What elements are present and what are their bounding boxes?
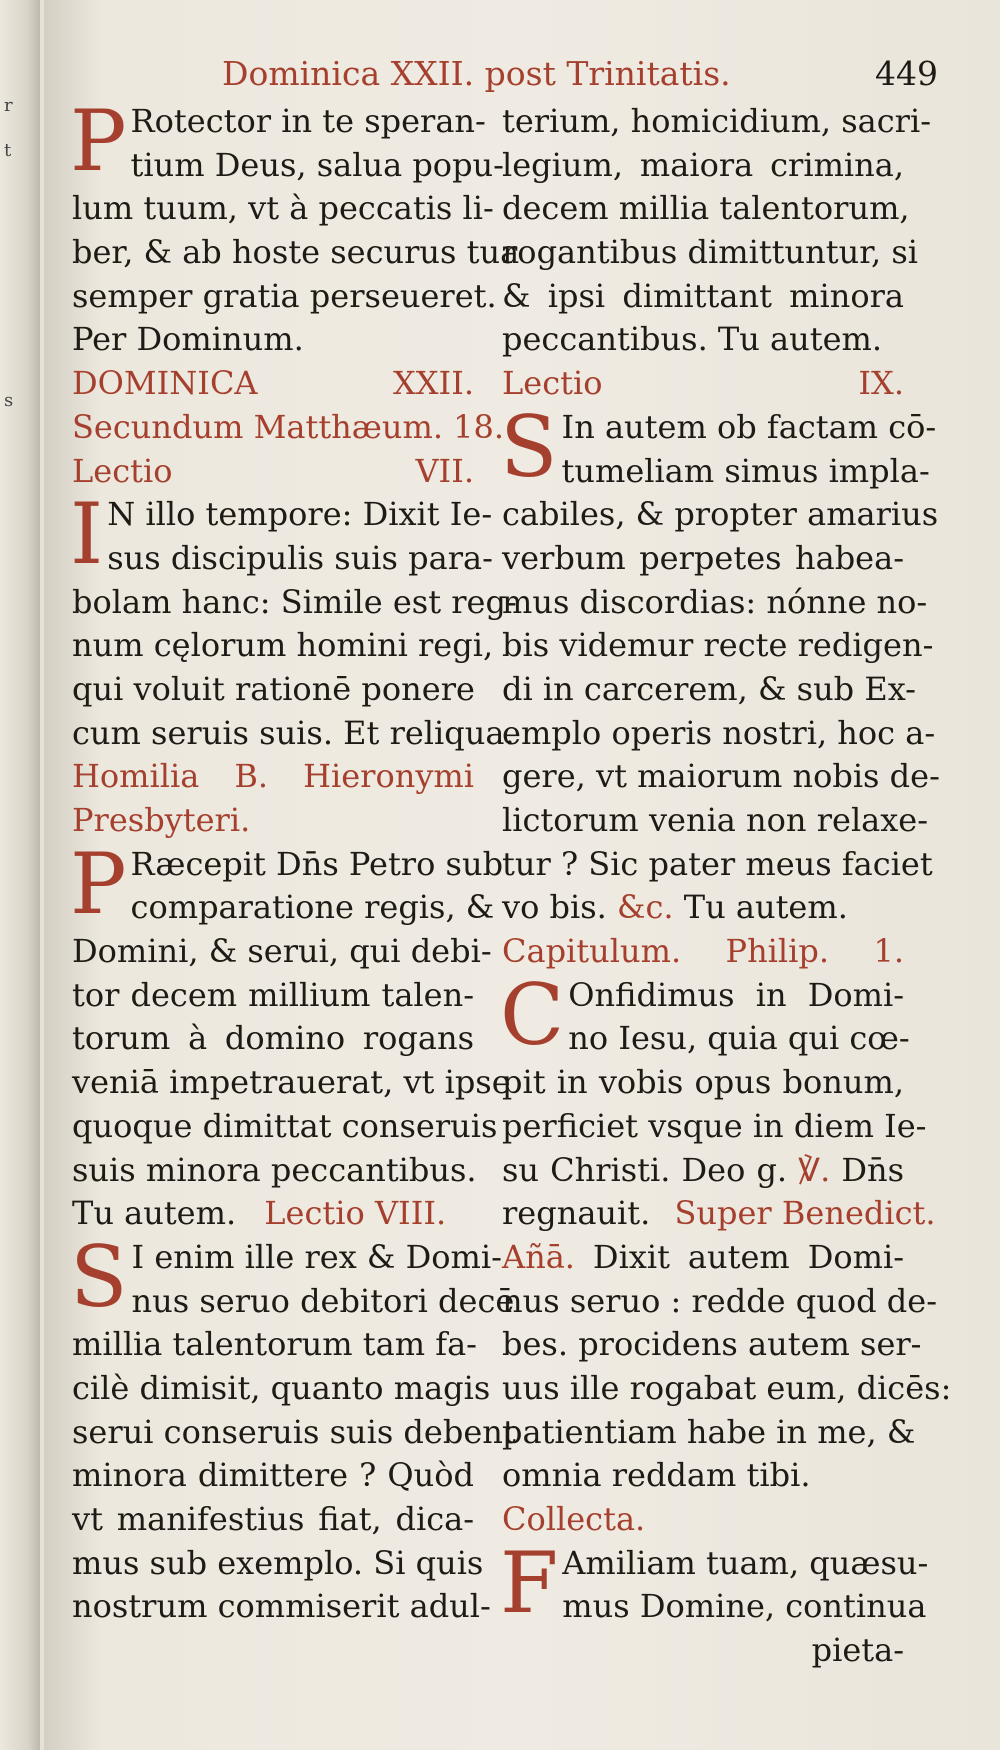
text-line: peccantibus. Tu autem. [502, 320, 883, 359]
lectio-viii-heading: Lectio VIII. [264, 1194, 447, 1233]
catchword: pieta- [811, 1631, 904, 1670]
text-line: legium, maiora crimina, [502, 145, 904, 184]
lectio-viii-paragraph [70, 1227, 516, 1629]
text-line: cum seruis suis. Et reliqua. [72, 713, 515, 752]
drop-initial: S [70, 1227, 128, 1326]
capitulum-heading: Capitulum. Philip. 1. [502, 932, 904, 971]
text-line: nus seruo : redde quod de- [502, 1281, 938, 1320]
text-line: serui conseruis suis debent [72, 1412, 516, 1451]
text-line: terium, homicidium, sacri- [502, 102, 932, 140]
tu-autem: Tu autem. [72, 1194, 237, 1233]
left-column [70, 92, 520, 1629]
text-line: quoque dimittat conseruis [72, 1106, 498, 1145]
homilia-paragraph [70, 834, 511, 1236]
collecta-heading: Collecta. [502, 1500, 646, 1538]
previous-page-edge [0, 0, 40, 1750]
text-line: verbum perpetes habea- [502, 538, 904, 577]
text-line: cabiles, & propter amarius [502, 495, 939, 534]
homilia-heading: Presbyteri. [72, 801, 251, 839]
text-line: ber, & ab hoste securus tua [72, 233, 520, 272]
text-line [502, 1192, 936, 1236]
text-line: emplo operis nostri, hoc a- [502, 713, 936, 752]
text-line: patientiam habe in me, & [502, 1412, 916, 1451]
running-header [222, 52, 990, 96]
text-line: Per Dominum. [72, 320, 304, 359]
text-line: Onfidimus in Domi- [568, 975, 904, 1014]
text-line: nostrum commiserit adul- [72, 1587, 491, 1626]
book-page [44, 0, 1000, 1750]
prev-page-fragment: t [4, 140, 12, 161]
text-line: Ræcepit Dn̄s Petro sub [130, 844, 504, 883]
text-line: num cęlorum homini regi, [72, 626, 494, 665]
text-line: mus Domine, continua [562, 1587, 927, 1626]
continuation-paragraph [502, 100, 932, 362]
text-line: comparatione regis, & [130, 888, 495, 927]
text-line: Domini, & serui, qui debi- [72, 932, 492, 971]
text-span: Dn̄s [841, 1150, 904, 1189]
text-line: pit in vobis opus bonum, [502, 1063, 904, 1102]
lectio-vii-paragraph [70, 485, 517, 755]
text-span: su Christi. Deo g. [502, 1150, 788, 1189]
running-title: Dominica XXII. post Trinitatis. [222, 54, 731, 93]
drop-initial: S [500, 397, 558, 496]
text-line: bis videmur recte redigen- [502, 626, 934, 665]
page-number: 449 [875, 54, 938, 93]
etcetera-mark: &c. [617, 888, 674, 927]
prev-page-fragment: s [4, 390, 14, 411]
text-line: lictorum venia non relaxe- [502, 801, 929, 839]
lectio-ix-paragraph [500, 397, 940, 930]
drop-initial: F [500, 1533, 559, 1632]
lectio-vii-heading: Lectio VII. [72, 451, 474, 490]
text-span: regnauit. [502, 1194, 651, 1233]
text-line: sus discipulis suis para- [107, 538, 493, 577]
text-line: & ipsi dimittant minora [502, 276, 904, 315]
drop-initial: I [70, 485, 104, 584]
text-span: Dixit autem Domi- [592, 1237, 904, 1276]
antiphona-paragraph [502, 1236, 952, 1498]
text-line [502, 886, 904, 930]
text-line: no Iesu, quia qui cœ- [568, 1019, 910, 1058]
text-line: perficiet vsque in diem Ie- [502, 1106, 927, 1145]
text-line: tur ? Sic pater meus faciet [502, 844, 933, 883]
text-span: vo bis. [502, 888, 607, 927]
prev-page-fragment: r [4, 95, 13, 116]
benedictus-heading: Super Benedict. [674, 1194, 936, 1233]
dominica-heading: DOMINICA XXII. [72, 364, 474, 403]
antiphona-label: Añā. [502, 1237, 575, 1276]
text-line: millia talentorum tam fa- [72, 1325, 477, 1364]
right-column [500, 100, 952, 1673]
gospel-reference: Secundum Matthæum. 18. [72, 407, 505, 446]
text-line: I enim ille rex & Domi- [131, 1237, 502, 1276]
text-line: decem millia talentorum, [502, 189, 910, 228]
drop-initial: C [500, 965, 565, 1064]
text-line: torum à domino rogans [72, 1019, 474, 1058]
text-line: gere, vt maiorum nobis de- [502, 757, 940, 796]
text-line: veniā impetrauerat, vt ipse [72, 1063, 511, 1102]
text-line: Amiliam tuam, quæsu- [562, 1543, 929, 1582]
text-line: nus seruo debitori decē [131, 1281, 515, 1320]
text-line: tor decem millium talen- [72, 975, 474, 1014]
drop-initial: P [70, 834, 127, 933]
drop-initial: P [70, 92, 127, 190]
text-line: mus sub exemplo. Si quis [72, 1543, 484, 1582]
text-line: bolam hanc: Simile est reg- [72, 582, 517, 621]
text-line: tium Deus, salua popu- [130, 145, 504, 184]
text-line: uus ille rogabat eum, dicēs: [502, 1368, 952, 1407]
text-line: di in carcerem, & sub Ex- [502, 669, 916, 708]
text-line [502, 1236, 904, 1280]
text-line: qui voluit rationē ponere [72, 669, 475, 708]
lectio-ix-heading: Lectio IX. [502, 364, 904, 403]
tu-autem: Tu autem. [683, 888, 848, 927]
text-line: vt manifestius fiat, dica- [72, 1500, 474, 1538]
text-line: tumeliam simus impla- [561, 451, 930, 490]
text-line: rogantibus dimittuntur, si [502, 233, 918, 272]
text-line [72, 1192, 474, 1236]
text-line: lum tuum, vt à peccatis li- [72, 189, 494, 228]
oratio-paragraph [70, 92, 520, 362]
text-line: mus discordias: nónne no- [502, 582, 928, 621]
text-line: minora dimittere ? Quòd [72, 1456, 474, 1495]
text-line: bes. procidens autem ser- [502, 1325, 922, 1364]
homilia-heading: Homilia B. Hieronymi [72, 757, 474, 796]
text-line: omnia reddam tibi. [502, 1456, 811, 1495]
text-line [502, 1149, 904, 1193]
text-line: In autem ob factam cō- [561, 407, 937, 446]
text-line: N illo tempore: Dixit Ie- [107, 495, 493, 534]
text-line: Rotector in te speran- [130, 102, 486, 140]
capitulum-paragraph [500, 965, 936, 1236]
text-line: semper gratia perseueret. [72, 276, 497, 315]
text-line: cilè dimisit, quanto magis [72, 1368, 491, 1407]
text-line: suis minora peccantibus. [72, 1150, 477, 1189]
versicle-icon: ℣. [798, 1150, 831, 1189]
collecta-paragraph [500, 1533, 929, 1673]
